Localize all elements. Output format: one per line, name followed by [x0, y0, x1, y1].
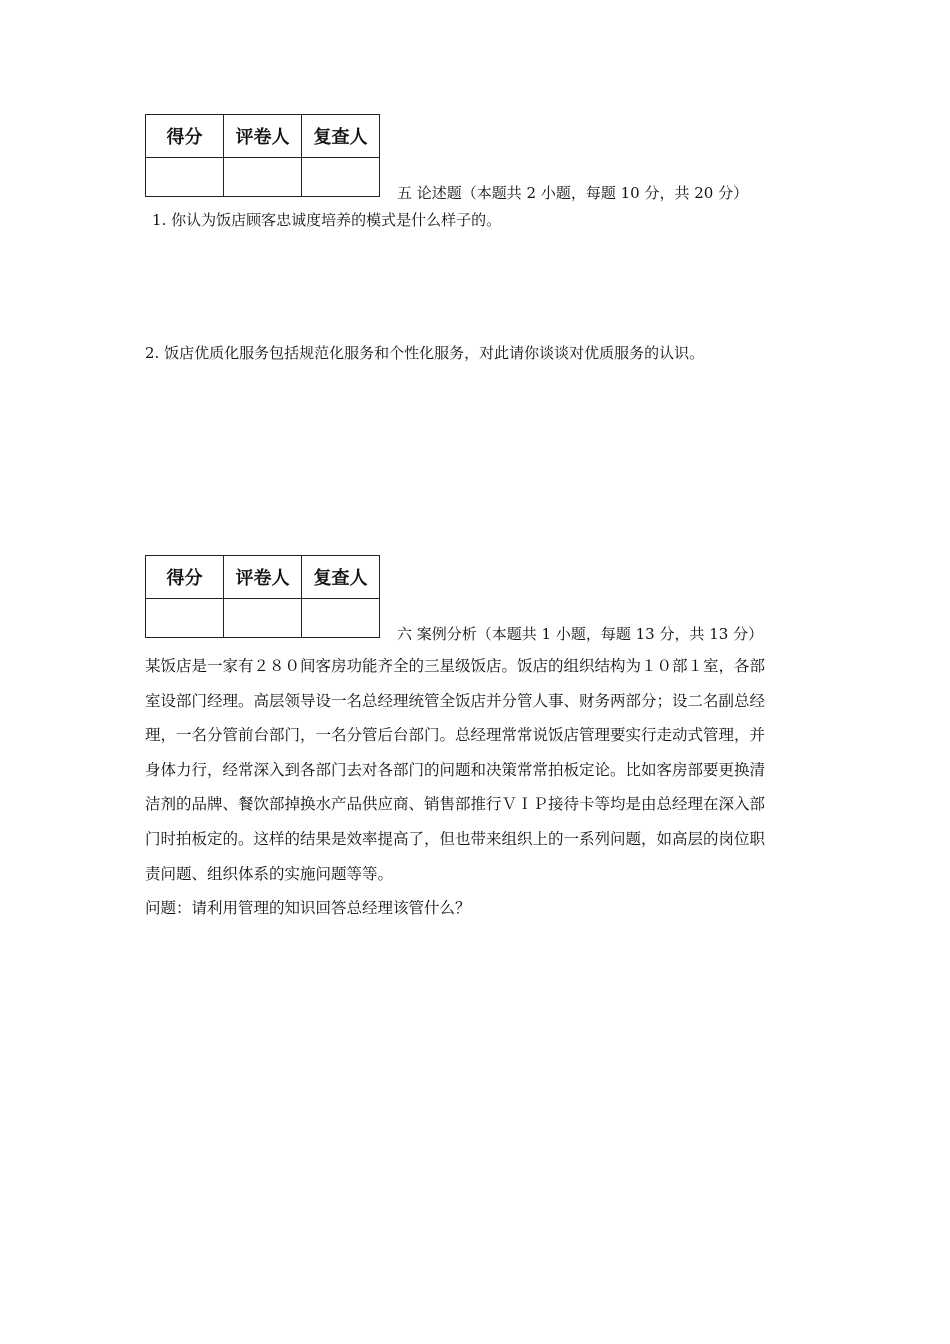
case-line: 室设部门经理。高层领导设一名总经理统管全饭店并分管人事、财务两部分；设二名副总经	[145, 691, 766, 710]
score-cell-1[interactable]	[146, 158, 224, 197]
score-header-2: 得分	[146, 556, 224, 599]
section5-heading: 五 论述题（本题共 2 小题，每题 10 分，共 20 分）	[397, 184, 749, 202]
score-table-1	[145, 114, 380, 197]
reviewer-cell-2[interactable]	[302, 599, 380, 638]
case-line: 身体力行，经常深入到各部门去对各部门的问题和决策常常拍板定论。比如客房部要更换清	[145, 760, 766, 779]
score-cell-2[interactable]	[146, 599, 224, 638]
case-line: 理，一名分管前台部门，一名分管后台部门。总经理常常说饭店管理要实行走动式管理，并	[145, 726, 766, 745]
question-1: 1. 你认为饭店顾客忠诚度培养的模式是什么样子的。	[152, 211, 502, 229]
case-paragraph	[145, 656, 810, 933]
case-line: 洁剂的品牌、餐饮部掉换水产品供应商、销售部推行ＶＩＰ接待卡等均是由总经理在深入部	[145, 795, 766, 814]
grader-cell-1[interactable]	[224, 158, 302, 197]
grader-header-1: 评卷人	[224, 115, 302, 158]
grader-cell-2[interactable]	[224, 599, 302, 638]
case-line: 责问题、组织体系的实施问题等等。	[145, 864, 394, 883]
grader-header-2: 评卷人	[224, 556, 302, 599]
section6-heading: 六 案例分析（本题共 1 小题，每题 13 分，共 13 分）	[397, 625, 764, 643]
reviewer-header-2: 复查人	[302, 556, 380, 599]
reviewer-header-1: 复查人	[302, 115, 380, 158]
case-line: 门时拍板定的。这样的结果是效率提高了，但也带来组织上的一系列问题，如高层的岗位职	[145, 829, 766, 848]
case-line: 某饭店是一家有２８０间客房功能齐全的三星级饭店。饭店的组织结构为１０部１室，各部	[145, 657, 766, 675]
reviewer-cell-1[interactable]	[302, 158, 380, 197]
score-table-2	[145, 555, 380, 638]
question-2: 2. 饭店优质化服务包括规范化服务和个性化服务，对此请你谈谈对优质服务的认识。	[145, 344, 705, 362]
case-question: 问题：请利用管理的知识回答总经理该管什么？	[145, 899, 471, 918]
score-header-1: 得分	[146, 115, 224, 158]
